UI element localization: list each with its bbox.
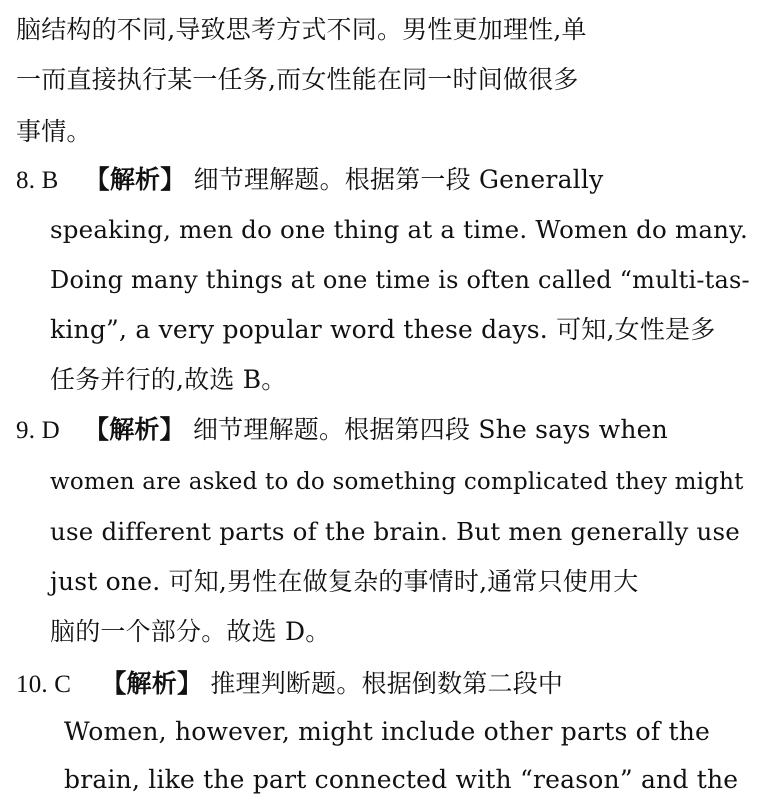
- analysis-tag: 【解析】: [101, 669, 203, 698]
- explanation-text: 细节理解题。根据第四段 She says when: [192, 415, 668, 444]
- explanation-line: 任务并行的,故选 B。: [50, 365, 287, 394]
- answer-item-10-first-line: [16, 668, 563, 701]
- explanation-line: women are asked to do something complicated they might: [50, 469, 744, 495]
- answer-number: 10. C: [16, 671, 72, 698]
- explanation-line: Women, however, might include other parts of the: [64, 717, 711, 746]
- answer-item-9-first-line: [16, 414, 668, 447]
- answer-item-8-first-line: [16, 164, 603, 197]
- continuation-line: 一而直接执行某一任务,而女性能在同一时间做很多: [16, 65, 579, 94]
- explanation-text: 推理判断题。根据倒数第二段中: [210, 669, 564, 698]
- continuation-line: 事情。: [16, 117, 92, 146]
- explanation-text: 细节理解题。根据第一段 Generally: [193, 165, 604, 194]
- explanation-line: just one. 可知,男性在做复杂的事情时,通常只使用大: [50, 567, 639, 596]
- explanation-line: brain, like the part connected with “reason” and the: [64, 765, 739, 794]
- explanation-line: Doing many things at one time is often called “multi-tas-: [50, 266, 750, 294]
- explanation-line: 脑的一个部分。故选 D。: [50, 617, 331, 646]
- answer-number: 9. D: [16, 417, 60, 444]
- explanation-line: king”, a very popular word these days. 可知,女性是多: [50, 315, 716, 344]
- explanation-line: speaking, men do one thing at a time. Women do many.: [50, 215, 748, 244]
- analysis-tag: 【解析】: [84, 415, 185, 444]
- continuation-line: 脑结构的不同,导致思考方式不同。男性更加理性,单: [16, 15, 587, 44]
- analysis-tag: 【解析】: [84, 165, 186, 194]
- answer-number: 8. B: [16, 167, 59, 194]
- explanation-line: use different parts of the brain. But men generally use: [50, 517, 740, 546]
